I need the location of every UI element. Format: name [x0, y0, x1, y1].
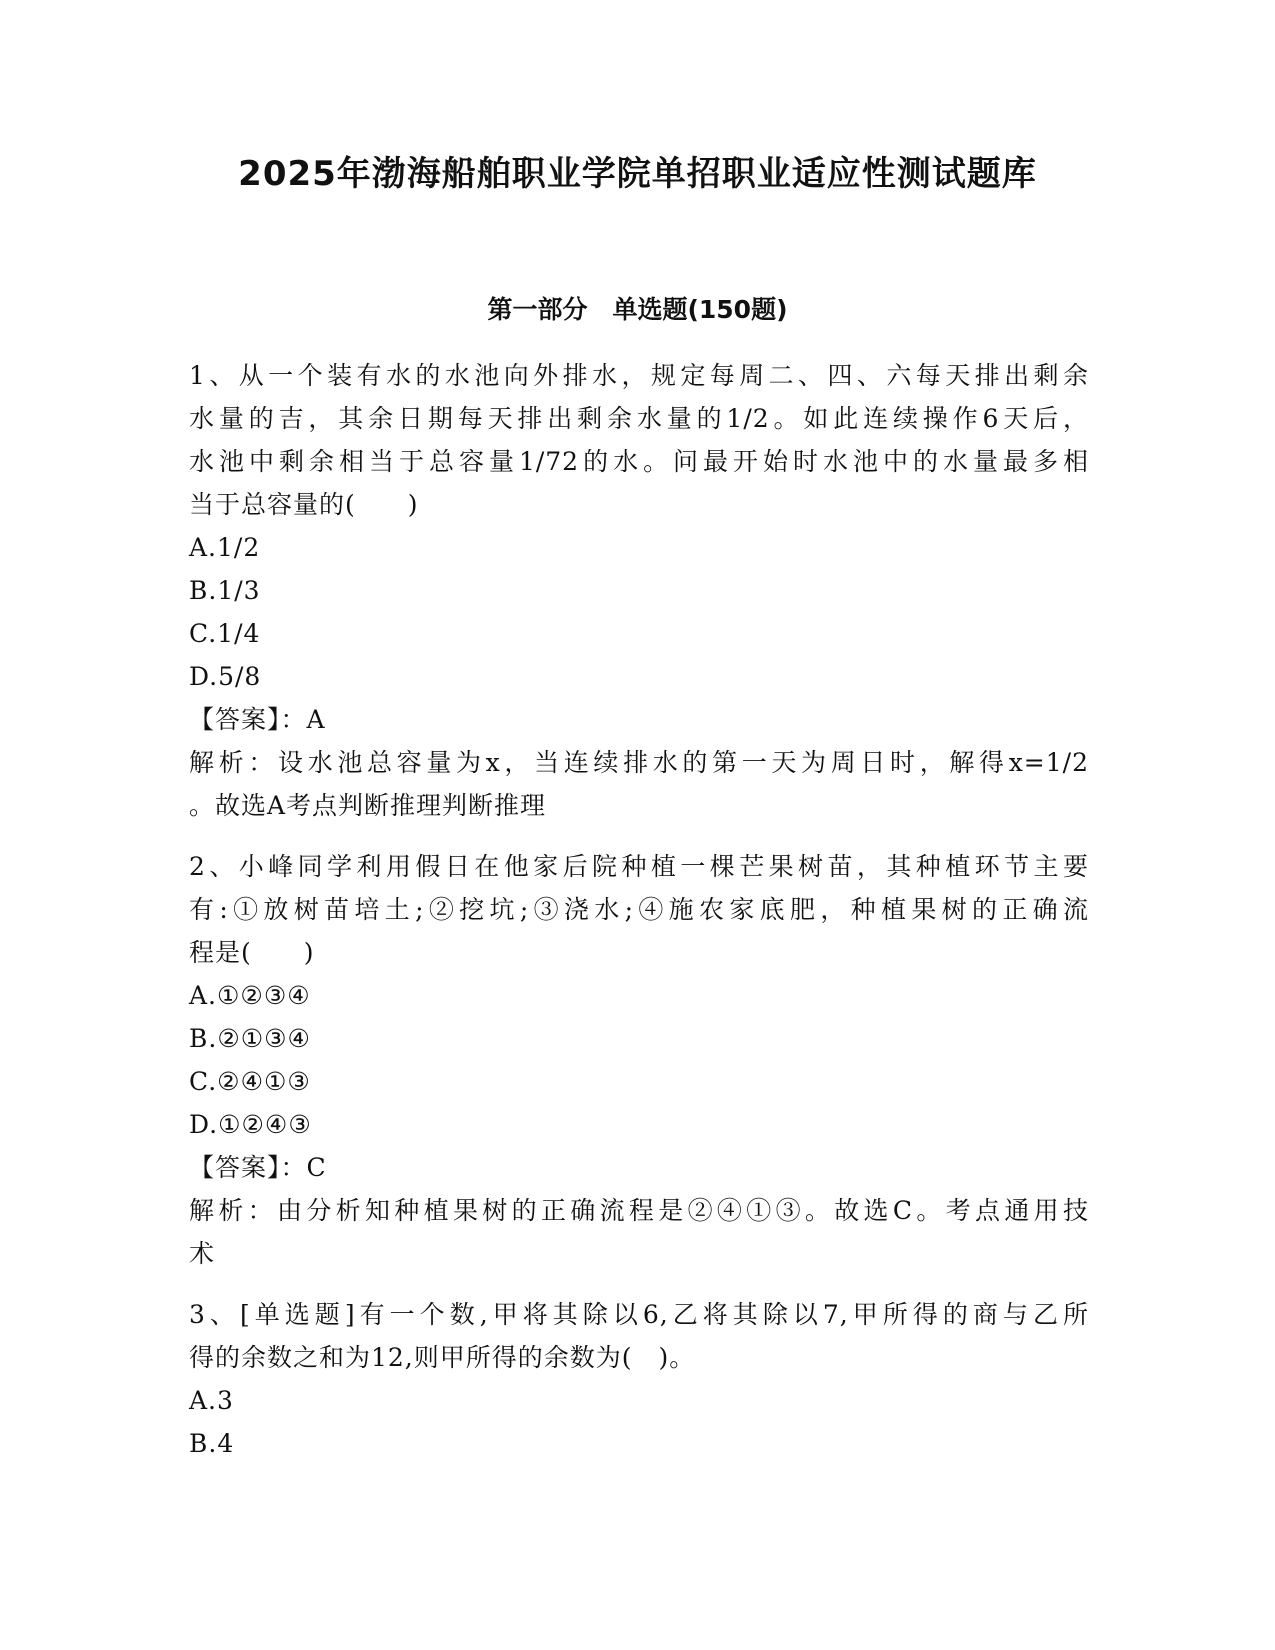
section-title: 第一部分 单选题(150题) [487, 295, 788, 324]
document-title: 2025年渤海船舶职业学院单招职业适应性测试题库 [238, 154, 1037, 194]
question-spacer [189, 827, 1089, 845]
analysis-line: 解析：由分析知种植果树的正确流程是②④①③。故选C。考点通用技 [189, 1196, 1089, 1225]
question-3 [189, 1293, 1089, 1465]
question-1 [189, 354, 1089, 827]
question-2 [189, 845, 1089, 1275]
question-list [189, 354, 1089, 1465]
option-a: A.①②③④ [189, 981, 311, 1010]
question-stem-line: 1、从一个装有水的水池向外排水，规定每周二、四、六每天排出剩余 [189, 361, 1089, 390]
option-d: D.5/8 [189, 662, 262, 691]
option-b: B.4 [189, 1429, 235, 1458]
option-a: A.3 [189, 1386, 234, 1415]
question-stem-line: 得的余数之和为12,则甲所得的余数为( )。 [189, 1343, 696, 1372]
analysis-line: 。故选A考点判断推理判断推理 [189, 791, 547, 820]
option-c: C.1/4 [189, 619, 261, 648]
option-b: B.1/3 [189, 576, 261, 605]
answer: 【答案】：C [189, 1153, 327, 1182]
option-c: C.②④①③ [189, 1067, 311, 1096]
option-a: A.1/2 [189, 533, 261, 562]
question-stem-line: 程是( ) [189, 938, 315, 967]
analysis-line: 术 [189, 1239, 216, 1268]
question-stem-line: 3、[单选题]有一个数,甲将其除以6,乙将其除以7,甲所得的商与乙所 [189, 1300, 1089, 1329]
question-stem-line: 有:①放树苗培土;②挖坑;③浇水;④施农家底肥，种植果树的正确流 [189, 895, 1089, 924]
analysis-line: 解析：设水池总容量为x，当连续排水的第一天为周日时，解得x=1/2 [189, 748, 1089, 777]
question-stem-line: 2、小峰同学利用假日在他家后院种植一棵芒果树苗，其种植环节主要 [189, 852, 1089, 881]
question-stem-line: 当于总容量的( ) [189, 490, 419, 519]
question-stem-line: 水量的吉，其余日期每天排出剩余水量的1/2。如此连续操作6天后， [189, 404, 1089, 433]
question-stem-line: 水池中剩余相当于总容量1/72的水。问最开始时水池中的水量最多相 [189, 447, 1089, 476]
option-b: B.②①③④ [189, 1024, 311, 1053]
question-spacer [189, 1275, 1089, 1293]
answer: 【答案】：A [189, 705, 326, 734]
option-d: D.①②④③ [189, 1110, 312, 1139]
